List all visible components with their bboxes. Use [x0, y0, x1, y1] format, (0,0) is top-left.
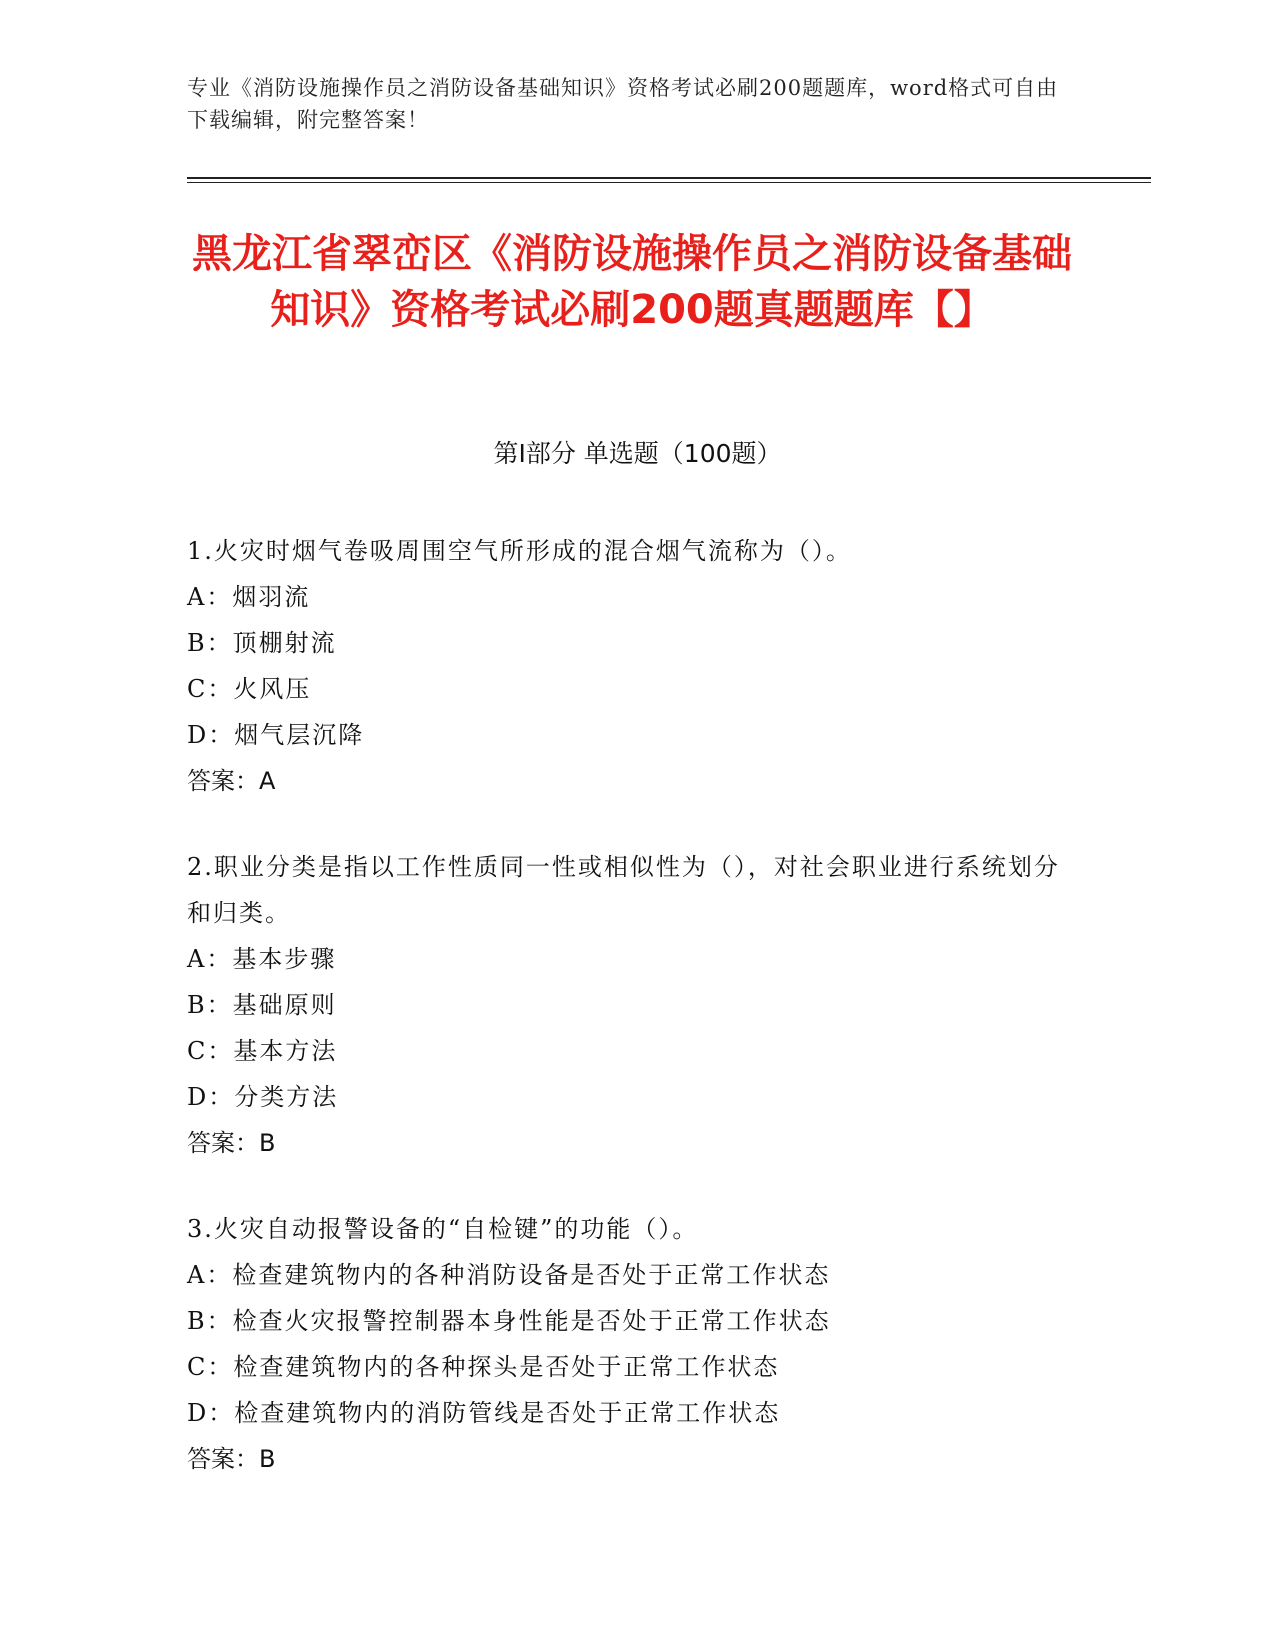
question-option: B：顶棚射流	[187, 629, 337, 657]
question-answer: 答案：B	[187, 1445, 276, 1473]
question-option: D：烟气层沉降	[187, 721, 365, 749]
question-option: D：检查建筑物内的消防管线是否处于正常工作状态	[187, 1399, 781, 1427]
header-divider	[187, 177, 1151, 183]
question-list	[187, 528, 1067, 1522]
question-stem: 3.火灾自动报警设备的“自检键”的功能（）。	[187, 1215, 699, 1243]
question-answer: 答案：A	[187, 767, 276, 795]
question-item	[187, 844, 1067, 1166]
question-item	[187, 1206, 1067, 1482]
question-option: C：火风压	[187, 675, 312, 703]
question-option: A：烟羽流	[187, 583, 311, 611]
question-option: B：检查火灾报警控制器本身性能是否处于正常工作状态	[187, 1307, 831, 1335]
question-option: A：检查建筑物内的各种消防设备是否处于正常工作状态	[187, 1261, 831, 1289]
question-item	[187, 528, 1067, 804]
question-stem: 1.火灾时烟气卷吸周围空气所形成的混合烟气流称为（）。	[187, 537, 852, 565]
section-title: 第Ⅰ部分 单选题（100题）	[493, 439, 782, 468]
question-answer: 答案：B	[187, 1129, 276, 1157]
question-option: C：基本方法	[187, 1037, 338, 1065]
question-option: C：检查建筑物内的各种探头是否处于正常工作状态	[187, 1353, 780, 1381]
question-stem: 2.职业分类是指以工作性质同一性或相似性为（），对社会职业进行系统划分和归类。	[187, 853, 1060, 927]
document-title: 黑龙江省翠峦区《消防设施操作员之消防设备基础知识》资格考试必刷200题真题题库【】	[192, 231, 1072, 333]
question-option: A：基本步骤	[187, 945, 337, 973]
question-option: B：基础原则	[187, 991, 337, 1019]
header-note: 专业《消防设施操作员之消防设备基础知识》资格考试必刷200题题库，word格式可自由下载编辑，附完整答案！	[187, 76, 1059, 132]
question-option: D：分类方法	[187, 1083, 339, 1111]
